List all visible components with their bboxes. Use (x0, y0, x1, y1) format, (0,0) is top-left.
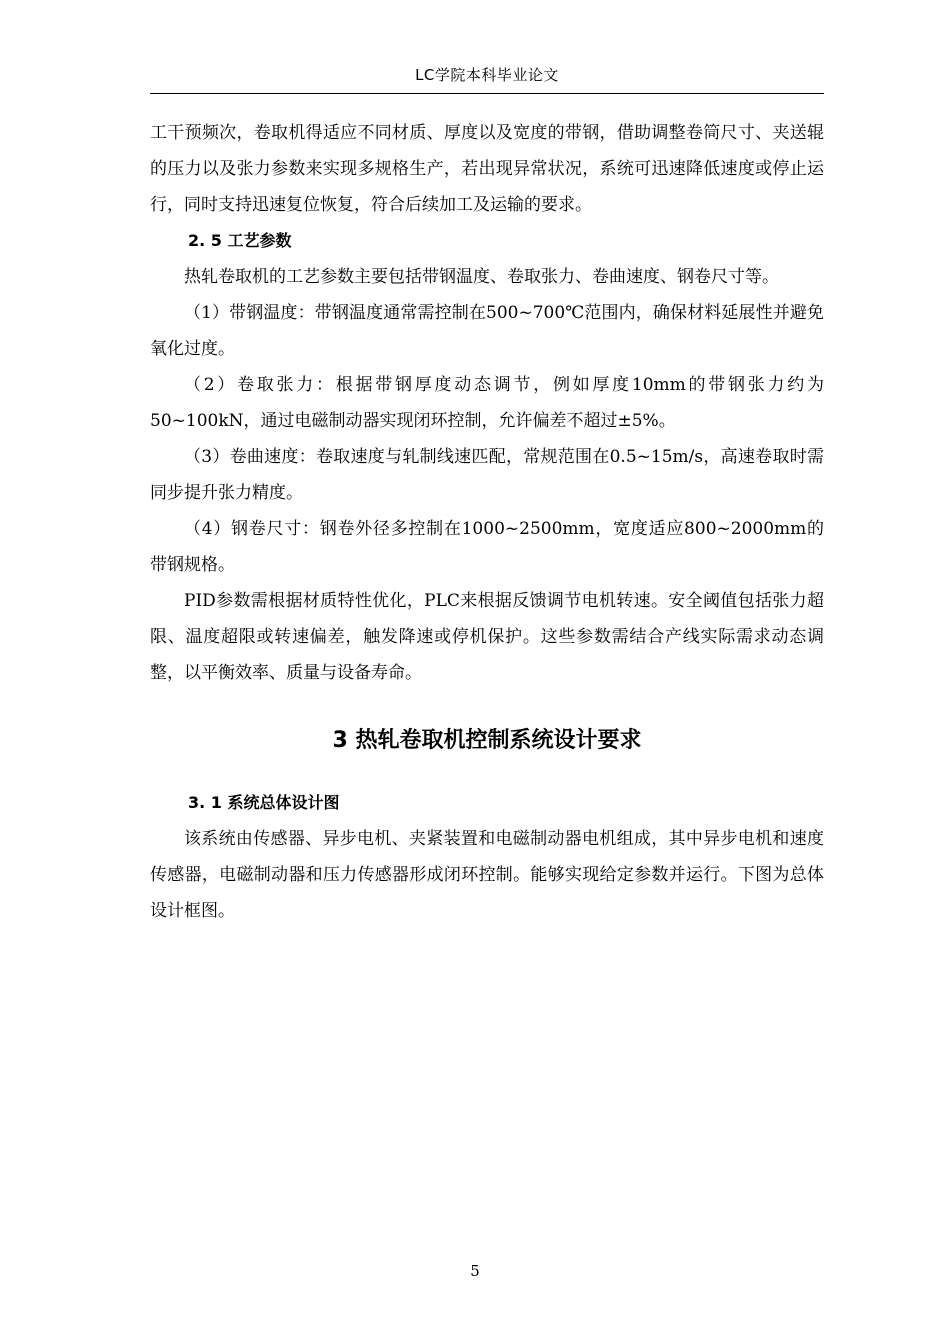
chapter-heading-3: 3 热轧卷取机控制系统设计要求 (332, 728, 642, 753)
section-3-1-paragraph: 该系统由传感器、异步电机、夹紧装置和电磁制动器电机组成，其中异步电机和速度传感器，电磁制动器和压力传感器形成闭环控制。能够实现给定参数并运行。下图为总体设计框图。 (150, 829, 824, 921)
section-heading-3-1: 3. 1 系统总体设计图 (188, 793, 340, 812)
running-header: LC学院本科毕业论文 (415, 66, 559, 84)
section-heading-2-5: 2. 5 工艺参数 (188, 231, 292, 250)
page-number: 5 (470, 1262, 480, 1280)
list-item-coiling-tension: （2）卷取张力：根据带钢厚度动态调节，例如厚度10mm的带钢张力约为50~100kN，通过电磁制动器实现闭环控制，允许偏差不超过±5%。 (150, 375, 824, 431)
header-divider (150, 93, 824, 94)
continued-paragraph: 工干预频次，卷取机得适应不同材质、厚度以及宽度的带钢，借助调整卷筒尺寸、夹送辊的压力以及张力参数来实现多规格生产，若出现异常状况，系统可迅速降低速度或停止运行，同时支持迅速复位恢复，符合后续加工及运输的要求。 (150, 123, 824, 215)
list-item-strip-temperature: （1）带钢温度：带钢温度通常需控制在500~700℃范围内，确保材料延展性并避免氧化过度。 (150, 303, 824, 359)
list-item-coil-size: （4）钢卷尺寸：钢卷外径多控制在1000~2500mm，宽度适应800~2000mm的带钢规格。 (150, 519, 824, 575)
section-intro-paragraph: 热轧卷取机的工艺参数主要包括带钢温度、卷取张力、卷曲速度、钢卷尺寸等。 (184, 267, 779, 287)
closing-paragraph: PID参数需根据材质特性优化，PLC来根据反馈调节电机转速。安全阈值包括张力超限、温度超限或转速偏差，触发降速或停机保护。这些参数需结合产线实际需求动态调整，以平衡效率、质量与设备寿命。 (150, 591, 824, 683)
list-item-coiling-speed: （3）卷曲速度：卷取速度与轧制线速匹配，常规范围在0.5~15m/s，高速卷取时需同步提升张力精度。 (150, 447, 824, 503)
page-body (150, 115, 824, 929)
